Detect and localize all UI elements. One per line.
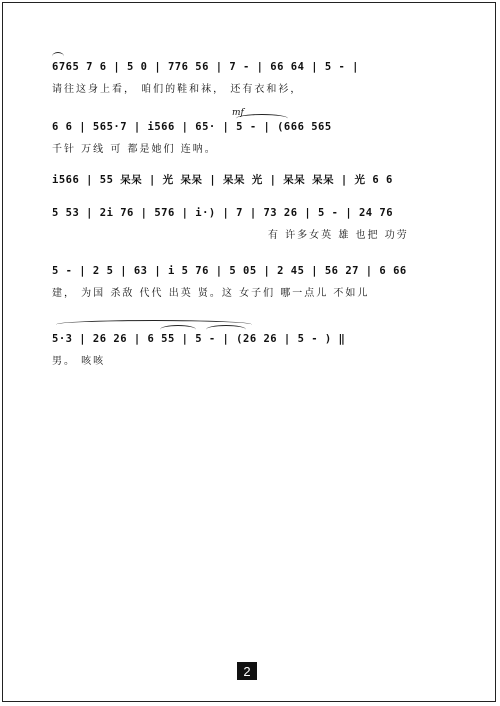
slur-mark	[160, 325, 196, 334]
lyric-line: 男。 咳咳	[52, 356, 106, 366]
lyric-line: 建， 为国 杀敌 代代 出英 贤。这 女子们 哪一点儿 不如儿	[52, 288, 370, 298]
lyric-line: 请往这身上看， 咱们的鞋和袜， 还有衣和衫，	[52, 84, 303, 94]
notation-line: 6 6 | 565·7 | i566 | 65· | 5 - | (666 565	[52, 121, 332, 133]
dynamic-mark: mf	[232, 108, 244, 118]
slur-mark	[52, 52, 64, 61]
notation-line: 5 53 | 2i 76 | 576 | i·) | 7 | 73 26 | 5 - | 24 76	[52, 207, 394, 219]
lyric-line: 有 许多女英 雄 也把 功劳	[268, 230, 409, 240]
notation-line: 6765 7 6 | 5 0 | 776 56 | 7 - | 66 64 | 5 - |	[52, 61, 359, 73]
lyric-line: 千针 万线 可 都是她们 连呐。	[52, 144, 217, 154]
slur-mark	[206, 325, 246, 334]
page-number: 2	[237, 662, 257, 680]
notation-line: i566 | 55 呆呆 | 光 呆呆 | 呆呆 光 | 呆呆 呆呆 | 光 6 6	[52, 173, 393, 186]
notation-line: 5 - | 2 5 | 63 | i 5 76 | 5 05 | 2 45 | 56 27 | 6 66	[52, 265, 407, 277]
notation-line: 5·3 | 26 26 | 6 55 | 5 - | (26 26 | 5 - ) ‖	[52, 333, 346, 345]
slur-mark	[236, 114, 288, 123]
